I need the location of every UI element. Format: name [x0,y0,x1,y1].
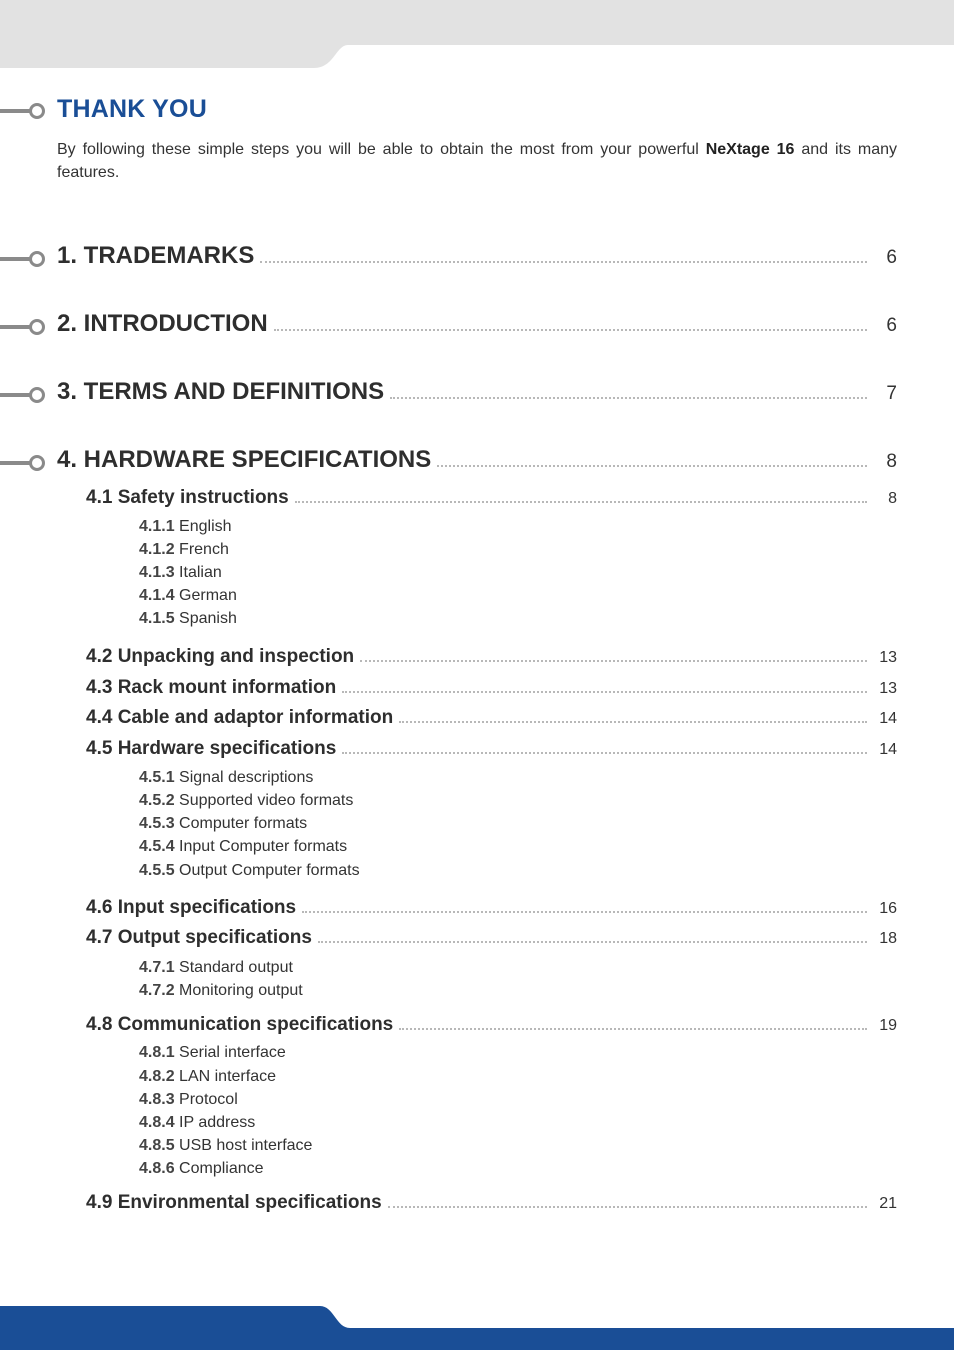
toc-page-number: 19 [879,1017,897,1034]
toc-page-number: 18 [879,930,897,947]
toc-item-number: 4.8.3 [139,1091,175,1108]
toc-item[interactable] [139,862,360,880]
toc-item-number: 4.5.2 [139,792,175,809]
toc-subsection-4-9[interactable] [86,1192,897,1214]
toc-item-text: IP address [179,1114,256,1131]
toc-item-number: 4.8.6 [139,1160,175,1177]
toc-item-text: Output Computer formats [179,862,360,879]
toc-page-number: 7 [886,383,897,404]
dot-leader [260,261,867,263]
toc-item-text: Italian [179,564,222,581]
intro-text-start: By following these simple steps you will be able to obtain the most from your powerful [57,141,706,158]
toc-item-text: Monitoring output [179,982,303,999]
thank-you-text [57,138,897,184]
toc-item-number: 4.8.1 [139,1044,175,1061]
toc-item-text: Compliance [179,1160,264,1177]
toc-item-number: 4.5.4 [139,838,175,855]
toc-item-number: 4.5.1 [139,769,175,786]
toc-item-number: 4.8.4 [139,1114,175,1131]
toc-subsection-4-5[interactable] [86,738,897,760]
toc-subsection-4-7[interactable] [86,927,897,949]
toc-item-text: Serial interface [179,1044,286,1061]
dot-leader [342,691,867,693]
toc-item-text: Protocol [179,1091,238,1108]
toc-subsection-4-3[interactable] [86,677,897,699]
toc-item[interactable] [139,587,237,605]
toc-item[interactable] [139,1091,238,1109]
toc-item[interactable] [139,541,229,559]
toc-subsection-4-6[interactable] [86,897,897,919]
toc-subsection-label: 4.2 Unpacking and inspection [86,646,355,667]
toc-page-number: 16 [879,900,897,917]
toc-page-number: 6 [886,315,897,336]
header-band-shape [0,0,954,68]
toc-section-label: 1. TRADEMARKS [57,242,255,269]
toc-item-text: Signal descriptions [179,769,314,786]
toc-item[interactable] [139,1068,276,1086]
toc-item-number: 4.5.5 [139,862,175,879]
toc-page-number: 6 [886,247,897,268]
toc-item-text: English [179,518,232,535]
toc-subsection-label: 4.6 Input specifications [86,897,297,918]
toc-subsection-label: 4.5 Hardware specifications [86,738,337,759]
footer-band-shape [0,1306,954,1350]
toc-subsection-4-1[interactable] [86,487,897,509]
header-band [0,0,954,70]
toc-section-trademarks[interactable] [57,242,897,270]
toc-section-label: 2. INTRODUCTION [57,310,268,337]
toc-item-number: 4.1.5 [139,610,175,627]
toc-item-text: French [179,541,229,558]
footer-band [0,1304,954,1350]
toc-item[interactable] [139,518,232,536]
dot-leader [399,721,867,723]
toc-subsection-label: 4.8 Communication specifications [86,1014,394,1035]
toc-item-number: 4.7.2 [139,982,175,999]
toc-item-number: 4.1.4 [139,587,175,604]
toc-page-number: 21 [879,1195,897,1212]
toc-item[interactable] [139,1044,286,1062]
toc-item-text: USB host interface [179,1137,313,1154]
toc-item-number: 4.7.1 [139,959,175,976]
toc-item[interactable] [139,1160,264,1178]
toc-item[interactable] [139,1137,312,1155]
dot-leader [399,1028,867,1030]
toc-item-text: German [179,587,237,604]
toc-item-number: 4.1.1 [139,518,175,535]
toc-item-text: Standard output [179,959,293,976]
bullet-connector-icon [0,249,48,269]
bullet-connector-icon [0,385,48,405]
bullet-connector-icon [0,317,48,337]
toc-section-hardware[interactable] [57,446,897,474]
bullet-connector-icon [0,101,48,121]
toc-subsection-label: 4.3 Rack mount information [86,677,337,698]
toc-subsection-label: 4.4 Cable and adaptor information [86,707,394,728]
toc-subsection-label: 4.9 Environmental specifications [86,1192,382,1213]
toc-item-number: 4.1.3 [139,564,175,581]
dot-leader [388,1206,867,1208]
dot-leader [295,501,867,503]
product-name: NeXtage 16 [705,141,795,158]
toc-item[interactable] [139,982,303,1000]
toc-section-label: 3. TERMS AND DEFINITIONS [57,378,385,405]
toc-item-text: Supported video formats [179,792,354,809]
dot-leader [437,465,867,467]
toc-item[interactable] [139,792,353,810]
toc-item-number: 4.1.2 [139,541,175,558]
toc-page-number: 14 [879,710,897,727]
toc-subsection-4-2[interactable] [86,646,897,668]
toc-section-introduction[interactable] [57,310,897,338]
dot-leader [274,329,867,331]
toc-section-label: 4. HARDWARE SPECIFICATIONS [57,446,432,473]
toc-page-number: 13 [879,680,897,697]
dot-leader [318,941,867,943]
toc-item[interactable] [139,959,293,977]
toc-subsection-label: 4.7 Output specifications [86,927,312,948]
toc-item-number: 4.8.5 [139,1137,175,1154]
thank-you-heading: THANK YOU [57,95,207,123]
toc-subsection-4-8[interactable] [86,1014,897,1036]
toc-item-number: 4.5.3 [139,815,175,832]
toc-item[interactable] [139,769,313,787]
toc-item-text: Input Computer formats [179,838,348,855]
dot-leader [342,752,867,754]
toc-subsection-4-4[interactable] [86,707,897,729]
toc-item[interactable] [139,838,347,856]
dot-leader [302,911,867,913]
toc-page-number: 13 [879,649,897,666]
toc-subsection-label: 4.1 Safety instructions [86,487,289,508]
toc-item-text: Computer formats [179,815,308,832]
bullet-connector-icon [0,453,48,473]
dot-leader [360,660,867,662]
dot-leader [390,397,867,399]
toc-page-number: 8 [886,451,897,472]
toc-page-number: 8 [888,490,897,507]
toc-item[interactable] [139,564,222,582]
intro-text-end: and its many features. [57,141,898,181]
toc-item-text: Spanish [179,610,237,627]
toc-item[interactable] [139,815,307,833]
toc-item-number: 4.8.2 [139,1068,175,1085]
toc-item[interactable] [139,610,237,628]
toc-item[interactable] [139,1114,255,1132]
toc-section-terms[interactable] [57,378,897,406]
toc-item-text: LAN interface [179,1068,276,1085]
toc-page-number: 14 [879,741,897,758]
